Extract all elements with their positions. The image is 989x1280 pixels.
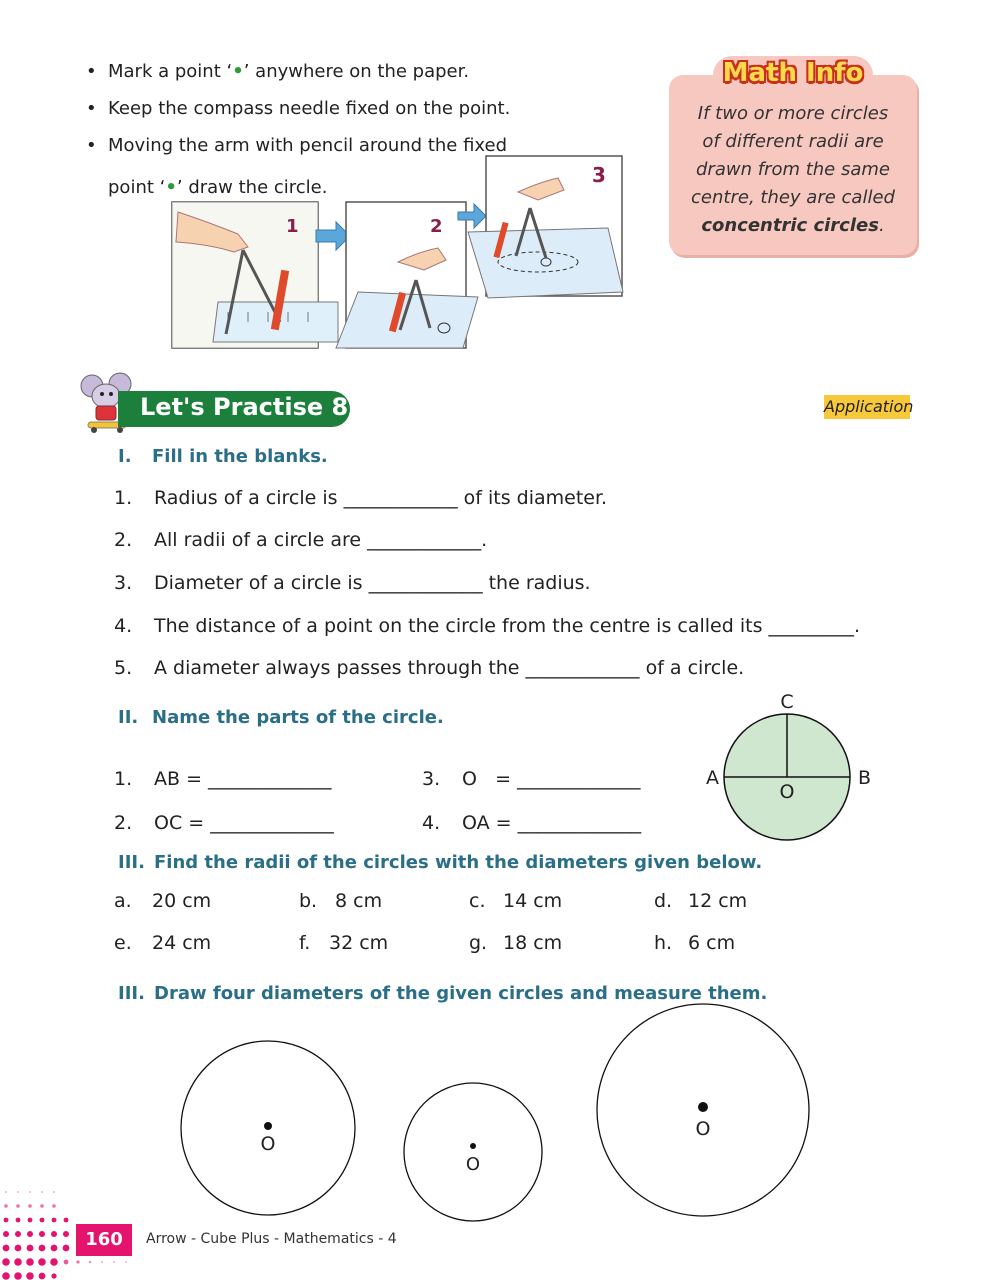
radii-value: 20 cm bbox=[152, 890, 212, 912]
bullet-dot: • bbox=[86, 98, 97, 119]
section-number: III. bbox=[118, 852, 145, 873]
radii-value: 8 cm bbox=[335, 890, 383, 912]
label-a: A bbox=[706, 767, 719, 789]
radii-value: 12 cm bbox=[688, 890, 748, 912]
radii-label: h. bbox=[654, 932, 673, 954]
label-b: B bbox=[858, 767, 872, 789]
radii-label: e. bbox=[114, 932, 132, 954]
radii-label: a. bbox=[114, 890, 132, 912]
arrow-icon bbox=[316, 222, 350, 250]
question-number: 3. bbox=[114, 572, 133, 594]
radii-value: 14 cm bbox=[503, 890, 563, 912]
centre-label: O bbox=[260, 1133, 276, 1155]
practice-circles bbox=[0, 1000, 989, 1240]
section-title: Find the radii of the circles with the diameters given below. bbox=[154, 852, 763, 873]
point-dot: • bbox=[165, 177, 177, 198]
section-number: I. bbox=[118, 446, 132, 467]
page-number: 160 bbox=[76, 1224, 132, 1256]
step-label-2: 2 bbox=[430, 216, 443, 237]
question-text: All radii of a circle are ____________. bbox=[154, 529, 488, 551]
question-text: O = _____________ bbox=[462, 768, 641, 790]
footer-book-title: Arrow - Cube Plus - Mathematics - 4 bbox=[146, 1231, 397, 1247]
bullet-dot: • bbox=[86, 135, 97, 156]
question-number: 1. bbox=[114, 487, 133, 509]
application-tag: Application bbox=[824, 395, 910, 419]
paper-sheet bbox=[336, 292, 478, 348]
question-text: AB = _____________ bbox=[154, 768, 332, 790]
radii-label: c. bbox=[469, 890, 486, 912]
section-title: Fill in the blanks. bbox=[152, 446, 328, 467]
section-number: II. bbox=[118, 707, 139, 728]
section-title: Name the parts of the circle. bbox=[152, 707, 444, 728]
math-info-line: If two or more circles bbox=[697, 103, 889, 124]
section-number: III. bbox=[118, 983, 145, 1004]
radii-label: b. bbox=[299, 890, 318, 912]
step-label-3: 3 bbox=[592, 163, 606, 187]
circle-diagram bbox=[696, 686, 886, 862]
centre-dot bbox=[470, 1143, 476, 1149]
centre-label: O bbox=[465, 1154, 481, 1175]
label-o: O bbox=[779, 781, 795, 803]
math-info-line-last bbox=[669, 212, 917, 240]
question-text: A diameter always passes through the ____________ of a circle. bbox=[154, 657, 745, 679]
bullet-cont-after: ’ draw the circle. bbox=[176, 177, 328, 198]
question-text: OC = _____________ bbox=[154, 812, 334, 834]
math-info-bold: concentric circles bbox=[701, 215, 879, 236]
point-dot: • bbox=[232, 61, 244, 82]
math-info-end: . bbox=[878, 215, 885, 236]
question-text: OA = _____________ bbox=[462, 812, 642, 834]
question-number: 2. bbox=[114, 529, 133, 551]
label-c: C bbox=[780, 691, 794, 713]
math-info-title-badge bbox=[713, 56, 873, 94]
bullet-cont-before: point ‘ bbox=[108, 177, 166, 198]
question-text: The distance of a point on the circle from the centre is called its _________. bbox=[154, 615, 861, 637]
question-text: Diameter of a circle is ____________ the radius. bbox=[154, 572, 591, 594]
bullet-text: Moving the arm with pencil around the fixed bbox=[108, 135, 508, 156]
centre-dot bbox=[264, 1122, 272, 1130]
question-number: 3. bbox=[422, 768, 441, 790]
radii-value: 32 cm bbox=[329, 932, 389, 954]
step-label-1: 1 bbox=[286, 216, 299, 237]
math-info-line: centre, they are called bbox=[691, 187, 895, 208]
radii-label: d. bbox=[654, 890, 673, 912]
centre-label: O bbox=[695, 1118, 711, 1140]
question-number: 4. bbox=[114, 615, 133, 637]
question-number: 2. bbox=[114, 812, 133, 834]
radii-label: f. bbox=[299, 932, 311, 954]
section-title: Draw four diameters of the given circles and measure them. bbox=[154, 983, 768, 1004]
math-info-title: Math Info bbox=[722, 58, 864, 88]
question-text: Radius of a circle is ____________ of its diameter. bbox=[154, 487, 608, 509]
math-info-line: of different radii are bbox=[702, 131, 884, 152]
compass-illustration bbox=[168, 152, 628, 352]
question-number: 4. bbox=[422, 812, 441, 834]
bullet-dot: • bbox=[86, 61, 97, 82]
bullet-text: Keep the compass needle fixed on the point. bbox=[108, 98, 511, 119]
radii-value: 24 cm bbox=[152, 932, 212, 954]
practice-circle-2 bbox=[404, 1083, 542, 1221]
radii-value: 18 cm bbox=[503, 932, 563, 954]
practise-title: Let's Practise 8.6 bbox=[140, 393, 375, 421]
math-info-line: drawn from the same bbox=[696, 159, 890, 180]
radii-label: g. bbox=[469, 932, 488, 954]
question-number: 5. bbox=[114, 657, 133, 679]
centre-dot bbox=[698, 1102, 708, 1112]
question-number: 1. bbox=[114, 768, 133, 790]
radii-value: 6 cm bbox=[688, 932, 736, 954]
paper-sheet bbox=[468, 228, 623, 298]
bullet-text: Mark a point ‘•’ anywhere on the paper. bbox=[108, 61, 470, 82]
